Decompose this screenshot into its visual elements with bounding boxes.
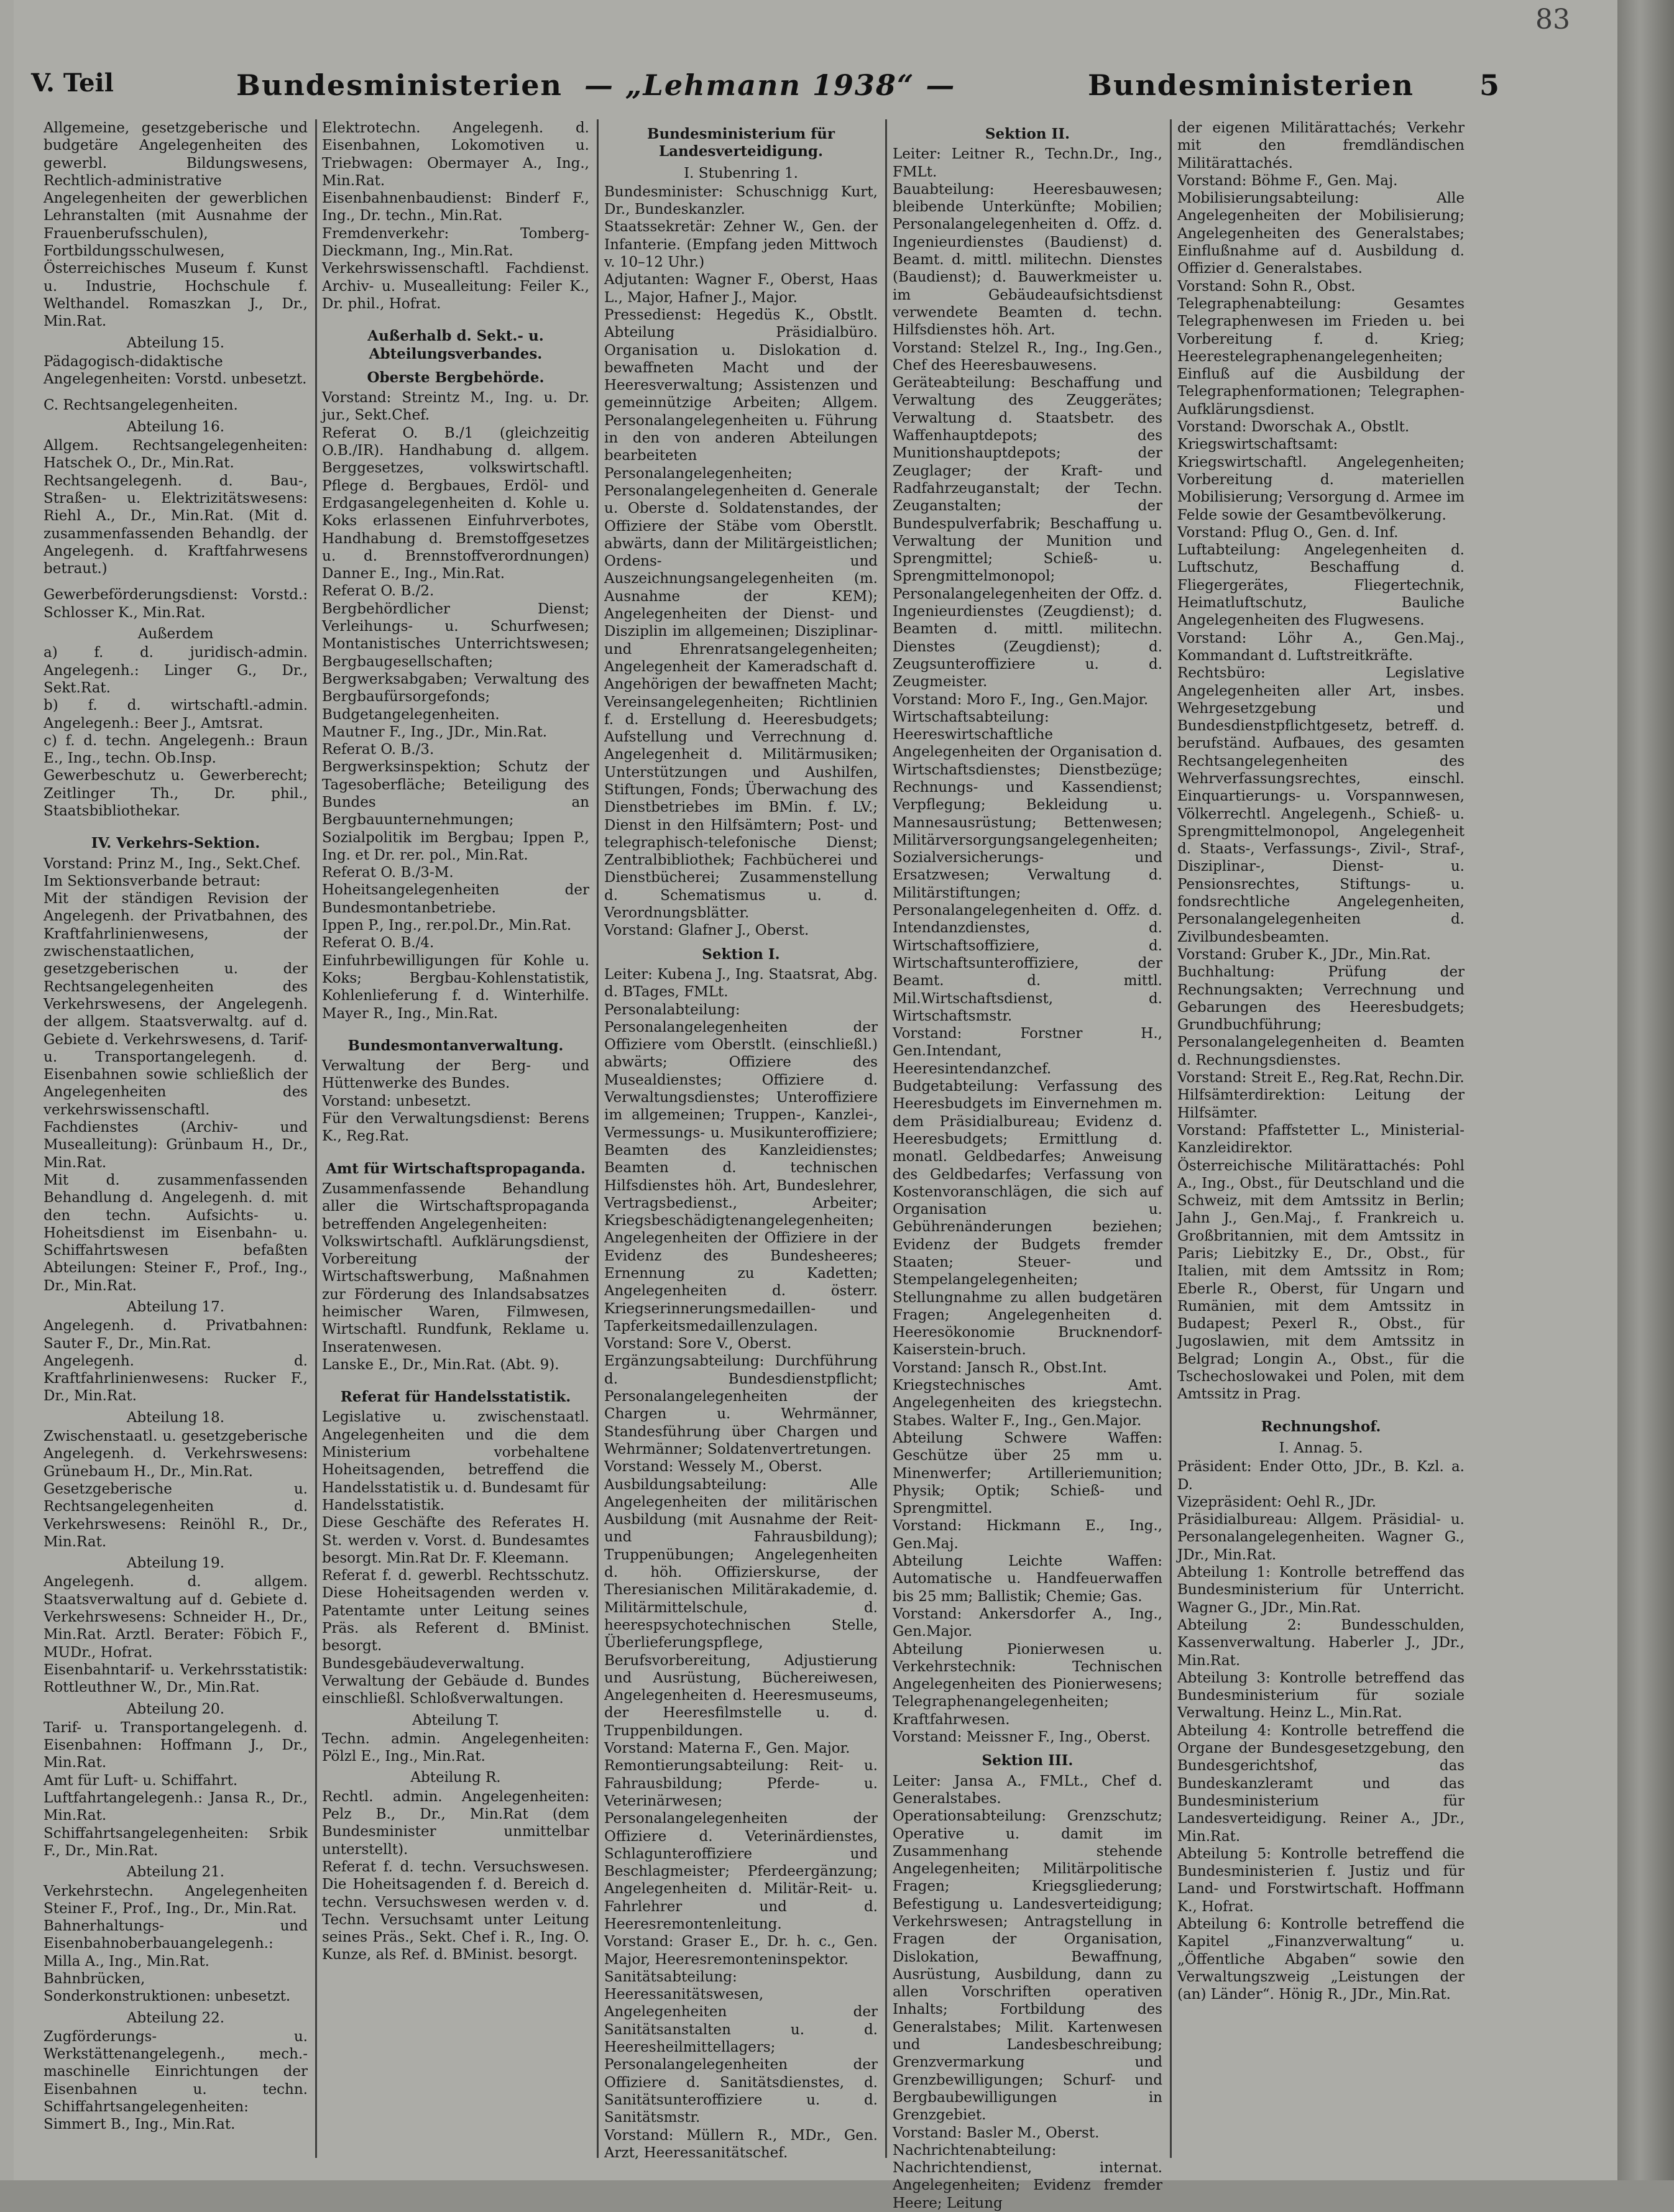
text-paragraph: Abteilung Pionierwesen u. Verkehrstechnik: Technischen Angelegenheiten des Pionierwesens; Telegraphenangelegenheiten; Kraftfahrwesen.: [893, 1641, 1162, 1728]
center-running-title: — „Lehmann 1938“ —: [584, 68, 956, 102]
text-paragraph: Hoheitsangelegenheiten der Bundesmontanbetriebe.: [322, 882, 589, 916]
right-running-title: Bundesministerien: [1088, 68, 1414, 102]
spacer: [322, 313, 589, 321]
text-paragraph: Vorstand: Basler M., Oberst.: [893, 2124, 1100, 2141]
text-paragraph: Vorstand: Sore V., Oberst.: [604, 1336, 792, 1352]
text-paragraph: Abteilung 3: Kontrolle betreffend das Bundesministerium für soziale Verwaltung. Heinz L., Min.Rat.: [1177, 1669, 1465, 1722]
text-paragraph: Verkehrswissenschaftl. Fachdienst. Archiv- u. Musealleitung: Feiler K., Dr. phil., Hofrat.: [322, 260, 589, 312]
section-heading: Abteilung 18.: [126, 1409, 225, 1426]
column-rule-4: [1170, 119, 1172, 2158]
text-paragraph: Referat O. B./3-M.: [322, 865, 454, 881]
text-paragraph: Verkehrstechn. Angelegenheiten Steiner F., Prof., Ing., Dr., Min.Rat.: [44, 1883, 308, 1917]
text-paragraph: Legislative u. zwischenstaatl. Angelegenheiten und die dem Ministerium vorbehaltene Hoheitsagenden, betreffend die Handelsstatistik u. d. Bundesamt für Handelsstatistik.: [322, 1409, 589, 1513]
column-3: [604, 119, 878, 2164]
column-rule-2: [597, 119, 599, 2158]
text-paragraph: Vorstand: unbesetzt.: [322, 1093, 471, 1109]
text-paragraph: Kriegstechnisches Amt. Angelegenheiten des kriegstechn. Stabes. Walter F., Ing., Gen.Major.: [893, 1377, 1162, 1429]
section-heading: Bundesmontanverwaltung.: [347, 1037, 564, 1054]
text-paragraph: Remontierungsabteilung: Reit- u. Fahrausbildung; Pferde- u. Veterinärwesen; Personalangelegenheiten der Offiziere d. Veterinärdienstes, Schlagunteroffiziere und Beschlagmeister; Pferdeergänzung; Angelegenheiten d. Militär-Reit- u. Fahrlehrer und d. Heeresremontenleitung.: [604, 1758, 878, 1932]
column-1: [44, 119, 308, 2164]
text-paragraph: Leiter: Jansa A., FMLt., Chef d. Generalstabes.: [893, 1773, 1162, 1807]
text-paragraph: Pädagogisch-didaktische Angelegenheiten: Vorstd. unbesetzt.: [44, 353, 307, 388]
text-paragraph: Vorstand: Böhme F., Gen. Maj.: [1177, 172, 1398, 189]
section-heading: Abteilung 17.: [126, 1299, 225, 1315]
text-paragraph: Abteilung 4: Kontrolle betreffend die Organe der Bundesgesetzgebung, den Bundesgerichtshof, das Bundeskanzleramt und das Bundesministerium für Landesverteidigung. Reiner A., JDr., Min.Rat.: [1177, 1722, 1465, 1845]
text-paragraph: Bahnbrücken, Sonderkonstruktionen: unbesetzt.: [44, 1970, 291, 2005]
text-paragraph: Luftabteilung: Angelegenheiten d. Luftschutz, Beschaffung d. Fliegergerätes, Fliegertechnik, Heimatluftschutz, Bauliche Angelegenheiten des Flugwesens.: [1177, 542, 1465, 629]
section-heading: I. Annag. 5.: [1279, 1439, 1363, 1456]
section-heading: IV. Verkehrs-Sektion.: [91, 835, 260, 852]
text-paragraph: Vorstand: Pfaffstetter L., Ministerial-Kanzleidirektor.: [1177, 1122, 1465, 1157]
section-heading: Abteilung 22.: [126, 2009, 225, 2026]
text-paragraph: Gewerbeschutz u. Gewerberecht; Zeitlinger Th., Dr. phil., Staatsbibliothekar.: [44, 768, 308, 819]
text-paragraph: Referat O. B./4.: [322, 935, 435, 952]
text-paragraph: Vorstand: Stelzel R., Ing., Ing.Gen., Chef des Heeresbauwesens.: [893, 339, 1162, 374]
text-paragraph: Angelegenh. d. Kraftfahrlinienwesens: Rucker F., Dr., Min.Rat.: [44, 1352, 308, 1405]
text-paragraph: Vorstand: Wessely M., Oberst.: [604, 1459, 822, 1475]
text-paragraph: Hilfsämterdirektion: Leitung der Hilfsämter.: [1177, 1087, 1465, 1121]
text-paragraph: Adjutanten: Wagner F., Oberst, Haas L., Major, Hafner J., Major.: [604, 272, 878, 306]
text-paragraph: Vorstand: Gruber K., JDr., Min.Rat.: [1177, 946, 1431, 963]
text-paragraph: Fremdenverkehr: Tomberg-Dieckmann, Ing., Min.Rat.: [322, 225, 589, 260]
text-paragraph: Allgemeine, gesetzgeberische und budgetäre Angelegenheiten des gewerbl. Bildungswesens, Rechtlich-administrative Angelegenheiten der gewerblichen Lehranstalten (mit Ausnahme der Frauenberufsschulen), Fortbildungsschulwesen, Österreichisches Museum f. Kunst u. Industrie, Hochschule f. Welthandel. Romaszkan J., Dr., Min.Rat.: [44, 120, 308, 330]
page-number: 5: [1479, 68, 1500, 102]
text-paragraph: Vorstand: Streintz M., Ing. u. Dr. jur., Sekt.Chef.: [322, 390, 589, 424]
text-paragraph: Vizepräsident: Oehl R., JDr.: [1177, 1494, 1376, 1510]
text-paragraph: Vorstand: Glafner J., Oberst.: [604, 922, 809, 939]
text-paragraph: C. Rechtsangelegenheiten.: [44, 397, 238, 414]
text-paragraph: Zusammenfassende Behandlung aller die Wirtschaftspropaganda betreffenden Angelegenheiten:: [322, 1180, 589, 1232]
text-paragraph: Allgem. Rechtsangelegenheiten: Hatschek O., Dr., Min.Rat.: [44, 438, 308, 472]
text-paragraph: a) f. d. juridisch-admin. Angelegenh.: Linger G., Dr., Sekt.Rat.: [44, 645, 308, 696]
section-heading: Rechnungshof.: [1261, 1418, 1381, 1435]
text-paragraph: Luftfahrtangelegenh.: Jansa R., Dr., Min.Rat.: [44, 1790, 308, 1824]
section-heading: Abteilung 21.: [126, 1864, 225, 1881]
text-paragraph: Pressedienst: Hegedüs K., Obstlt. Abteilung Präsidialbüro. Organisation u. Dislokation d. bewaffneten Macht und der Heeresverwaltung; Assistenzen und gemeinnützige Arbeiten; Allgem. Personalangelegenheiten u. Führung in den von anderen Abteilungen bearbeiteten Personalangelegenheiten; Personalangelegenheiten d. Generale u. Oberste d. Soldatenstandes, der Offiziere der Stäbe vom Oberstlt. abwärts, dann der Militärgeistlichen; Ordens- und Auszeichnungsangelegenheiten (m. Ausnahme der KEM); Angelegenheiten der Dienst- und Disziplin im allgemeinen; Disziplinar- und Ehrenratsangelegenheiten; Angelegenheit der Kameradschaft d. Angehörigen der bewaffneten Macht; Vereinsangelegenheiten; Richtlinien f. d. Erstellung d. Heeresbudgets; Aufstellung und Verrechnung d. Angelegenheit d. Militärmusiken; Unterstützungen und Aushilfen, Stiftungen, Fonds; Überwachung des Dienstbetriebes im BMin. f. LV.; Dienst in den Hilfsämtern; Post- und telegraphisch-telefonische Dienst; Zentralbibliothek; Fachbücherei und Dienstbücherei; Zusammenstellung d. Schematismus u. d. Verordnungsblätter.: [604, 306, 878, 922]
text-paragraph: Bergwerksinspektion; Schutz der Tagesoberfläche; Beteiligung des Bundes an Bergbauunternehmungen; Sozialpolitik im Bergbau; Ippen P., Ing. et Dr. rer. pol., Min.Rat.: [322, 759, 589, 863]
text-paragraph: Eisenbahntarif- u. Verkehrsstatistik: Rottleuthner W., Dr., Min.Rat.: [44, 1661, 308, 1696]
text-paragraph: Buchhaltung: Prüfung der Rechnungsakten; Verrechnung und Gebarungen des Heeresbudgets; Grundbuchführung; Personalangelegenheiten d. Beamten d. Rechnungsdienstes.: [1177, 964, 1465, 1068]
section-heading: Abteilung 20.: [126, 1700, 225, 1717]
text-paragraph: Vorstand: Prinz M., Ing., Sekt.Chef.: [44, 855, 301, 872]
text-paragraph: Wirtschaftsabteilung: Heereswirtschaftliche Angelegenheiten der Organisation d. Wirtschaftsdienstes; Dienstbezüge; Rechnungs- und Kassendienst; Verpflegung; Bekleidung u. Mannesausrüstung; Bettenwesen; Militärversorgungsangelegenheiten; Sozialversicherungs- und Ersatzwesen; Verwaltung d. Militärstiftungen; Personalangelegenheiten d. Offz. d. Intendanzdienstes, d. Wirtschaftsoffiziere, d. Wirtschaftsunteroffiziere, der Beamt. d. mittl. Mil.Wirtschaftsdienst, d. Wirtschaftsmstr.: [893, 709, 1162, 1024]
section-heading: Bundesministerium für Landesverteidigung.: [647, 126, 835, 160]
section-heading: Oberste Bergbehörde.: [367, 369, 545, 386]
text-paragraph: Vorstand: Pflug O., Gen. d. Inf.: [1177, 524, 1399, 541]
text-paragraph: Elektrotechn. Angelegenh. d. Eisenbahnen, Lokomotiven u. Triebwagen: Obermayer A., Ing., Min.Rat.: [322, 120, 589, 189]
section-heading: I. Stubenring 1.: [684, 165, 798, 181]
text-paragraph: Leiter: Kubena J., Ing. Staatsrat, Abg. d. BTages, FMLt.: [604, 966, 878, 1001]
column-2: [322, 119, 589, 2164]
text-paragraph: Zugförderungs- u. Werkstättenangelegenh., mech.-maschinelle Einrichtungen der Eisenbahnen u. techn. Schiffahrtsangelegenheiten: Simmert B., Ing., Min.Rat.: [44, 2028, 308, 2133]
spacer: [1177, 1403, 1465, 1412]
column-rule-3: [885, 119, 887, 2158]
text-paragraph: Abteilung 2: Bundesschulden, Kassenverwaltung. Haberler J., JDr., Min.Rat.: [1177, 1617, 1465, 1669]
text-paragraph: Im Sektionsverbande betraut:: [44, 873, 261, 889]
text-paragraph: Einfuhrbewilligungen für Kohle u. Koks; Bergbau-Kohlenstatistik, Kohlenlieferung f. d. Winterhilfe. Mayer R., Ing., Min.Rat.: [322, 952, 589, 1022]
text-paragraph: Vorstand: Dworschak A., Obstlt.: [1177, 419, 1410, 436]
text-paragraph: Ippen P., Ing., rer.pol.Dr., Min.Rat.: [322, 917, 572, 934]
text-paragraph: Bundesgebäudeverwaltung.: [322, 1655, 525, 1672]
text-paragraph: Lanske E., Dr., Min.Rat. (Abt. 9).: [322, 1356, 559, 1373]
text-paragraph: Staatssekretär: Zehner W., Gen. der Infanterie. (Empfang jeden Mittwoch v. 10–12 Uhr.): [604, 219, 878, 271]
text-paragraph: Angelegenh. d. Privatbahnen: Sauter F., Dr., Min.Rat.: [44, 1318, 308, 1352]
section-heading: Sektion II.: [985, 126, 1070, 142]
left-running-title: Bundesministerien: [236, 68, 563, 102]
text-paragraph: Angelegenh. d. allgem. Staatsverwaltung auf d. Gebiete d. Verkehrswesens: Schneider H., Dr., Min.Rat. Arztl. Berater: Föbich F., MUDr., Hofrat.: [44, 1574, 308, 1661]
text-paragraph: Nachrichtenabteilung: Nachrichtendienst, internat. Angelegenheiten; Evidenz fremder Heere; Leitung: [893, 2142, 1162, 2211]
spacer: [44, 820, 308, 828]
section-heading: Abteilung 19.: [126, 1555, 225, 1572]
text-paragraph: Tarif- u. Transportangelegenh. d. Eisenbahnen: Hoffmann J., Dr., Min.Rat.: [44, 1719, 308, 1771]
text-paragraph: Gewerbeförderungsdienst: Vorstd.: Schlosser K., Min.Rat.: [44, 587, 308, 621]
text-paragraph: Gesetzgeberische u. Rechtsangelegenheiten d. Verkehrswesens: Reinöhl R., Dr., Min.Rat.: [44, 1480, 308, 1550]
text-paragraph: Österreichische Militärattachés: Pohl A., Ing., Obst., für Deutschland und die Schweiz, mit dem Amtssitz in Berlin; Jahn J., Gen.Maj., f. Frankreich u. Großbritannien, mit dem Amtssitz in Paris; Liebitzky E., Dr., Obst., für Italien, mit dem Amtssitz in Rom; Eberle R., Oberst, für Ungarn und Rumänien, mit dem Amtssitz in Budapest; Pexerl R., Obst., für Jugoslawien, mit dem Amtssitz in Belgrad; Longin A., Obst., für die Tschechoslowakei und Polen, mit dem Amtssitz in Prag.: [1177, 1157, 1465, 1403]
page-edge-strip: [1617, 0, 1674, 2180]
text-paragraph: Vorstand: Moro F., Ing., Gen.Major.: [893, 691, 1149, 708]
text-paragraph: Mautner F., Ing., JDr., Min.Rat.: [322, 723, 548, 740]
section-heading: Sektion I.: [702, 945, 780, 963]
text-paragraph: Verwaltung der Berg- und Hüttenwerke des Bundes.: [322, 1058, 589, 1092]
spacer: [322, 1374, 589, 1382]
text-paragraph: Vorstand: Löhr A., Gen.Maj., Kommandant d. Luftstreitkräfte.: [1177, 630, 1465, 664]
text-paragraph: Zwischenstaatl. u. gesetzgeberische Angelegenh. d. Verkehrswesens: Grünebaum H., Dr., Min.Rat.: [44, 1428, 308, 1480]
text-paragraph: Leiter: Leitner R., Techn.Dr., Ing., FMLt.: [893, 146, 1162, 180]
text-paragraph: Referat f. d. techn. Versuchswesen. Die Hoheitsagenden f. d. Bereich d. techn. Versuchswesen werden v. d. Techn. Versuchsamt unter Leitung seines Präs., Sekt. Chef i. R., Ing. O. Kunze, als Ref. d. BMinist. besorgt.: [322, 1858, 589, 1963]
section-heading: Sektion III.: [982, 1752, 1074, 1769]
text-paragraph: Diese Geschäfte des Referates H. St. werden v. Vorst. d. Bundesamtes besorgt. Min.Rat Dr. F. Kleemann.: [322, 1515, 589, 1566]
section-heading: Abteilung T.: [412, 1712, 499, 1728]
text-paragraph: Telegraphenabteilung: Gesamtes Telegraphenwesen im Frieden u. bei Vorbereitung f. d. Krieg; Heerestelegraphenangelegenheiten; Einfluß auf die Ausbildung der Telegraphenformationen; Telegraphen-Aufklärungsdienst.: [1177, 295, 1465, 418]
text-paragraph: Vorstand: Streit E., Reg.Rat, Rechn.Dir.: [1177, 1070, 1465, 1086]
section-heading: Amt für Wirtschaftspropaganda.: [326, 1160, 586, 1177]
text-paragraph: Vorstand: Hickmann E., Ing., Gen.Maj.: [893, 1518, 1162, 1552]
text-paragraph: Operationsabteilung: Grenzschutz; Operative u. damit im Zusammenhang stehende Angelegenheiten; Militärpolitische Fragen; Kriegsgliederung; Befestigung u. Landesverteidigung; Verkehrswesen; Antragstellung in Fragen der Organisation, Dislokation, Bewaffnung, Ausrüstung, Ausbildung, dann zu allen Vorschriften operativen Inhalts; Fortbildung des Generalstabes; Milit. Kartenwesen und Landesbeschreibung; Grenzvermarkung und Grenzbewilligungen; Schurf- und Bergbaubewilligungen in Grenzgebiet.: [893, 1808, 1162, 2124]
spacer: [322, 1022, 589, 1031]
text-paragraph: c) f. d. techn. Angelegenh.: Braun E., Ing., techn. Ob.Insp.: [44, 732, 308, 767]
text-paragraph: Bergbehördlicher Dienst; Verleihungs- u. Schurfwesen; Montanistisches Unterrichtswesen; Bergbaugesellschaften; Bergwerksabgaben; Verwaltung des Bergbaufürsorgefonds; Budgetangelegenheiten.: [322, 600, 589, 723]
text-paragraph: Mit d. zusammenfassenden Behandlung d. Angelegenh. d. mit den techn. Aufsichts- u. Hoheitsdienst im Eisenbahn- u. Schiffahrtswesen befaßten Abteilungen: Steiner F., Prof., Ing., Dr., Min.Rat.: [44, 1172, 308, 1294]
text-paragraph: Sanitätsabteilung: Heeressanitätswesen, Angelegenheiten der Sanitätsanstalten u. d. Heeresheilmittellagers; Personalangelegenheiten der Offiziere d. Sanitätsdienstes, d. Sanitätsunteroffiziere u. d. Sanitätsmstr.: [604, 1968, 878, 2126]
text-paragraph: Bundesminister: Schuschnigg Kurt, Dr., Bundeskanzler.: [604, 183, 878, 218]
text-paragraph: Rechtl. admin. Angelegenheiten: Pelz B., Dr., Min.Rat (dem Bundesminister unmittelbar unterstellt).: [322, 1788, 589, 1858]
text-paragraph: Geräteabteilung: Beschaffung und Verwaltung des Zeuggerätes; Verwaltung d. Staatsbetr. des Waffenhauptdepots; des Munitionshauptdepots; der Zeuglager; der Kraft- und Radfahrzeuganstalt; der Techn. Zeuganstalten; der Bundespulverfabrik; Beschaffung u. Verwaltung der Munition und Sprengmittel; Schieß- u. Sprengmittelmonopol; Personalangelegenheiten der Offz. d. Ingenieurdienstes (Zeugdienst); d. Beamten d. mittl. militechn. Dienstes (Zeugdienst); d. Zeugsunteroffiziere u. d. Zeugmeister.: [893, 375, 1162, 691]
section-heading: Abteilung R.: [410, 1769, 501, 1786]
text-paragraph: Für den Verwaltungsdienst: Berens K., Reg.Rat.: [322, 1111, 589, 1145]
section-heading: Referat für Handelsstatistik.: [340, 1388, 571, 1406]
text-paragraph: Vorstand: Meissner F., Ing., Oberst.: [893, 1729, 1151, 1746]
section-heading: Außerhalb d. Sekt.- u. Abteilungsverbandes.: [367, 328, 544, 362]
text-paragraph: Vorstand: Sohn R., Obst.: [1177, 278, 1356, 295]
text-paragraph: Referat O. B./1 (gleichzeitig O.B./IR). Handhabung d. allgem. Berggesetzes, volkswirtschaftl. Pflege d. Bergbaues, Erdöl- und Erdgasangelegenheiten d. Kohle u. Koks erlassenen Einfuhrverbotes, Handhabung d. Bremstoffgesetzes u. d. Brennstoffverordnungen) Danner E., Ing., Min.Rat.: [322, 425, 589, 582]
text-paragraph: Vorstand: Materna F., Gen. Major.: [604, 1740, 850, 1757]
column-5: [1177, 119, 1465, 2164]
text-paragraph: Referat O. B./3.: [322, 741, 435, 758]
section-heading: Abteilung 16.: [126, 418, 225, 435]
text-paragraph: b) f. d. wirtschaftl.-admin. Angelegenh.: Beer J., Amtsrat.: [44, 697, 308, 732]
text-paragraph: Vorstand: Graser E., Dr. h. c., Gen. Major, Heeresremonteninspektor.: [604, 1934, 878, 1968]
text-paragraph: Referat f. d. gewerbl. Rechtsschutz. Diese Hoheitsagenden werden v. Patentamte unter Leitung seines Präs. als Referent d. BMinist. besorgt.: [322, 1567, 589, 1654]
text-paragraph: Budgetabteilung: Verfassung des Heeresbudgets im Einvernehmen m. dem Präsidialbureau; Evidenz d. Heeresbudgets; Ermittlung d. monatl. Geldbedarfes; Anweisung des Geldbedarfes; Verfassung von Kostenvoranschlägen, die sich auf Organisation u. Gebührenänderungen beziehen; Evidenz der Budgets fremder Staaten; Steuer- und Stempelangelegenheiten; Stellungnahme zu allen budgetären Fragen; Angelegenheiten d. Heeresökonomie Brucknendorf-Kaiserstein-bruch.: [893, 1078, 1162, 1359]
text-paragraph: Abteilung 5: Kontrolle betreffend die Bundesministerien f. Justiz und für Land- und Forstwirtschaft. Hoffmann K., Hofrat.: [1177, 1845, 1465, 1915]
text-paragraph: Verwaltung der Gebäude d. Bundes einschließl. Schloßverwaltungen.: [322, 1673, 589, 1707]
section-heading: Abteilung 15.: [126, 334, 225, 351]
column-4: [893, 119, 1162, 2211]
text-paragraph: Techn. admin. Angelegenheiten: Pölzl E., Ing., Min.Rat.: [322, 1730, 589, 1765]
text-paragraph: Präsidialbureau: Allgem. Präsidial- u. Personalangelegenheiten. Wagner G., JDr., Min.Rat.: [1177, 1512, 1465, 1563]
text-paragraph: der eigenen Militärattachés; Verkehr mit den fremdländischen Militärattachés.: [1177, 120, 1465, 172]
text-paragraph: Abteilung 6: Kontrolle betreffend die Kapitel „Finanzverwaltung“ u. „Öffentliche Abgaben“ sowie den Verwaltungszweig „Leistungen der (an) Länder“. Hönig R., JDr., Min.Rat.: [1177, 1916, 1465, 2003]
text-paragraph: Abteilung 1: Kontrolle betreffend das Bundesministerium für Unterricht. Wagner G., JDr., Min.Rat.: [1177, 1564, 1465, 1616]
text-paragraph: Abteilung Schwere Waffen: Geschütze über 25 mm u. Minenwerfer; Artilleriemunition; Physik; Optik; Schieß- und Sprengmittel.: [893, 1430, 1162, 1517]
text-paragraph: Ausbildungsabteilung: Alle Angelegenheiten der militärischen Ausbildung (mit Ausnahme der Reit- und Fahrausbildung); Truppenübungen; Angelegenheiten d. höh. Offizierskurse, der Theresianischen Militärakademie, d. Militärmittelschule, d. heerespsychotechnischen Stelle, Überlieferungspflege, Berufsvorbereitung, Adjustierung und Ausrüstung, Büchereiwesen, Angelegenheiten d. Heeresmuseums, der Heeresfilmstelle u. d. Truppenbildungen.: [604, 1476, 878, 1739]
text-paragraph: Referat O. B./2.: [322, 583, 435, 600]
text-paragraph: Präsident: Ender Otto, JDr., B. Kzl. a. D.: [1177, 1459, 1465, 1493]
text-paragraph: Mit der ständigen Revision der Angelegenh. der Privatbahnen, des Kraftfahrlinienwesens, der zwischenstaatlichen, gesetzgeberischen u. der Rechtsangelegenheiten des Verkehrswesens, der Angelegenh. der allgem. Staatsverwaltg. auf d. Gebiete d. Verkehrswesens, d. Tarif- u. Transportangelegenh. d. Eisenbahnen sowie schließlich der Angelegenheiten des verkehrswissenschaftl. Fachdienstes (Archiv- und Musealleitung): Grünbaum H., Dr., Min.Rat.: [44, 891, 308, 1171]
running-header: [31, 68, 1500, 106]
text-paragraph: Abteilung Leichte Waffen: Automatische u. Handfeuerwaffen bis 25 mm; Ballistik; Chemie; Gas.: [893, 1553, 1162, 1605]
text-paragraph: Bahnerhaltungs- und Eisenbahnoberbauangelegenh.: Milla A., Ing., Min.Rat.: [44, 1918, 308, 1970]
spacer: [322, 1145, 589, 1154]
text-paragraph: Kriegswirtschaftsamt: Kriegswirtschaftl. Angelegenheiten; Vorbereitung d. materiellen Mobilisierung; Versorgung d. Armee im Felde sowie der Gesamtbevölkerung.: [1177, 436, 1465, 523]
text-paragraph: Mobilisierungsabteilung: Alle Angelegenheiten der Mobilisierung; Angelegenheiten des Generalstabes; Einflußnahme auf d. Ausbildung d. Offizier d. Generalstabes.: [1177, 190, 1465, 277]
text-paragraph: Schiffahrtsangelegenheiten: Srbik F., Dr., Min.Rat.: [44, 1825, 308, 1859]
spacer: [44, 577, 308, 586]
spacer: [44, 388, 308, 397]
text-paragraph: Vorstand: Forstner H., Gen.Intendant, Heeresintendanzchef.: [893, 1026, 1162, 1077]
text-paragraph: Volkswirtschaftl. Aufklärungsdienst, Vorbereitung der Wirtschaftswerbung, Maßnahmen zur Förderung des Inlandsabsatzes heimischer Waren, Filmwesen, Wirtschaftl. Rundfunk, Reklame u. Inseratenwesen.: [322, 1233, 589, 1356]
text-paragraph: Vorstand: Müllern R., MDr., Gen. Arzt, Heeressanitätschef.: [604, 2127, 878, 2161]
text-paragraph: Bauabteilung: Heeresbauwesen; bleibende Unterkünfte; Mobilien; Personalangelegenheiten d. Offz. d. Ingenieurdienstes (Baudienst) d. Beamt. d. mittl. militechn. Dienstes (Baudienst); d. Bauwerkmeister u. im Gebäudeaufsichtsdienst verwendete Beamten d. techn. Hilfsdienstes höh. Art.: [893, 181, 1162, 339]
part-label: V. Teil: [31, 68, 114, 98]
text-paragraph: Personalabteilung: Personalangelegenheiten der Offiziere vom Oberstlt. (einschließl.) abwärts; Offiziere des Musealdienstes; Offiziere d. Verwaltungsdienstes; Unteroffiziere im allgemeinen; Truppen-, Kanzlei-, Vermessungs- u. Musikunteroffiziere; Beamten des Kanzleidienstes; Beamten d. technischen Hilfsdienstes höh. Art, Bundeslehrer, Vertragsbedienst., Arbeiter; Kriegsbeschädigtenangelegenheiten; Angelegenheiten der Offiziere in der Evidenz des Bundesheeres; Ernennung zu Kadetten; Angelegenheiten d. österr. Kriegserinnerungsmedaillen- und Tapferkeitsmedaillenzulagen.: [604, 1001, 878, 1334]
text-paragraph: Vorstand: Jansch R., Obst.Int.: [893, 1359, 1107, 1376]
text-paragraph: Rechtsbüro: Legislative Angelegenheiten aller Art, insbes. Wehrgesetzgebung und Bundesdienstpflichtgesetz, betreff. d. berufständ. Aufbaues, des gesamten Rechtsangelegenheiten des Wehrverfassungsrechtes, einschl. Einquartierungs- u. Vorspannwesen, Völkerrechtl. Angelegenh., Schieß- u. Sprengmittelmonopol, Angelegenheit d. Staats-, Verfassungs-, Zivil-, Straf-, Disziplinar-, Dienst- u. Pensionsrechtes, Stiftungs- u. fondsrechtliche Angelegenheiten, Personalangelegenheiten d. Zivilbundesbeamten.: [1177, 665, 1465, 945]
text-paragraph: Ergänzungsabteilung: Durchführung d. Bundesdienstpflicht; Personalangelegenheiten der Chargen u. Wehrmänner, Standesführung über Chargen und Wehrmänner; Soldatenvertretungen.: [604, 1353, 878, 1457]
text-paragraph: Rechtsangelegenh. d. Bau-, Straßen- u. Elektrizitätswesens: Riehl A., Dr., Min.Rat. (Mit d. zusammenfassenden Behandlg. der Angelegenh. d. Kraftfahrwesens betraut.): [44, 472, 308, 577]
section-heading: Außerdem: [137, 626, 214, 643]
column-rule-1: [315, 119, 317, 2158]
corner-folio: 83: [1535, 4, 1570, 35]
text-paragraph: Amt für Luft- u. Schiffahrt.: [44, 1772, 238, 1789]
text-paragraph: Vorstand: Ankersdorfer A., Ing., Gen.Major.: [893, 1605, 1162, 1640]
text-paragraph: Eisenbahnenbaudienst: Binderf F., Ing., Dr. techn., Min.Rat.: [322, 190, 589, 224]
